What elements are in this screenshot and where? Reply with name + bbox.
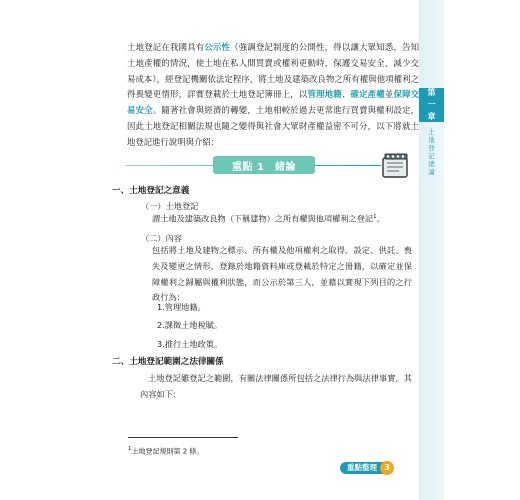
intro-text-4: 並 (384, 89, 394, 100)
intro-text-2: （強調登記制度的公開性，得以讓大眾知悉，告知土地產權的情況，使土地在私人間買賣或權利更動時，保護交易安全，減少交易成本），經登記機關依法定程序，將土地及建築改良物之所有權與他項權利之得喪變更情形，詳實登載於土地登記簿冊上，以 (127, 42, 420, 100)
section-title: 重點 1 緒論 (232, 161, 296, 173)
chapter-badge (419, 88, 444, 122)
list-item-3: 3.推行土地政策。 (157, 339, 223, 349)
footnote-text: 土地登記規則第 2 條。 (131, 447, 204, 456)
chapter-char-2: 一 (427, 100, 436, 109)
intro-paragraph (127, 40, 419, 151)
intro-text-3: 、 (341, 89, 351, 100)
page-label: 重點整理 (340, 462, 383, 474)
footnote-divider (128, 437, 238, 438)
legal-relationship-paragraph: 土地登記雖登記之範圍，有關法律關係所包括之法律行為與法律事實，其內容如下： (140, 373, 412, 399)
footnote-marker: 1 (128, 446, 132, 452)
chapter-side-tab (419, 0, 444, 500)
highlight-transaction-safety: 保障交易安全 (127, 89, 420, 116)
highlight-confirm-property: 確定產權 (350, 89, 385, 100)
page-number-badge (340, 461, 394, 475)
chapter-char-1: 第 (427, 88, 436, 97)
definition-tail: 。 (376, 213, 385, 224)
list-item-1: 1.管理地籍。 (157, 302, 206, 312)
definition-paragraph (152, 210, 422, 228)
section-banner (125, 150, 411, 180)
highlight-publicity: 公示性 (204, 42, 231, 52)
footnote (128, 446, 203, 456)
heading-legal-relationship: 二、土地登記範圍之法律關係 (112, 357, 224, 367)
content-paragraph: 包括將土地及建物之標示、所有權及他項權利之取得、設定、供託、喪失及變更之情形，登錄於地籍資料庫或登載於特定之冊籍，以確定並保障權利之歸屬與權利狀態，而公示於第三人，並藉以實現下列目的之行政行為： (152, 245, 412, 303)
banner-label-box (213, 156, 315, 174)
footnote-ref: 1 (373, 214, 377, 220)
subheading-land-registration: （一）土地登記 (141, 201, 199, 211)
intro-text-5: 。隨著社會與經濟的轉變，土地相較於過去更常進行買賣與權利設定，因此土地登記相關法規也隨之變得與社會大眾財產權益密不可分，以下將就土地登記進行說明與介紹： (127, 105, 420, 147)
heading-land-registration-meaning: 一、土地登記之意義 (112, 186, 190, 196)
notebook-icon (379, 150, 411, 180)
list-item-2: 2.課徵土地稅賦。 (157, 320, 223, 330)
chapter-char-3: 章 (427, 112, 436, 121)
definition-text: 謂土地及建築改良物（下稱建物）之所有權與他項權利之登記 (152, 213, 374, 224)
intro-text-1: 土地登記在我國具有 (127, 42, 205, 52)
chapter-title: 土地登記總論 (428, 128, 435, 176)
subheading-content: （二）內容 (141, 233, 182, 243)
page-number: 3 (380, 461, 394, 475)
highlight-manage-cadastre: 管理地籍 (307, 89, 342, 100)
